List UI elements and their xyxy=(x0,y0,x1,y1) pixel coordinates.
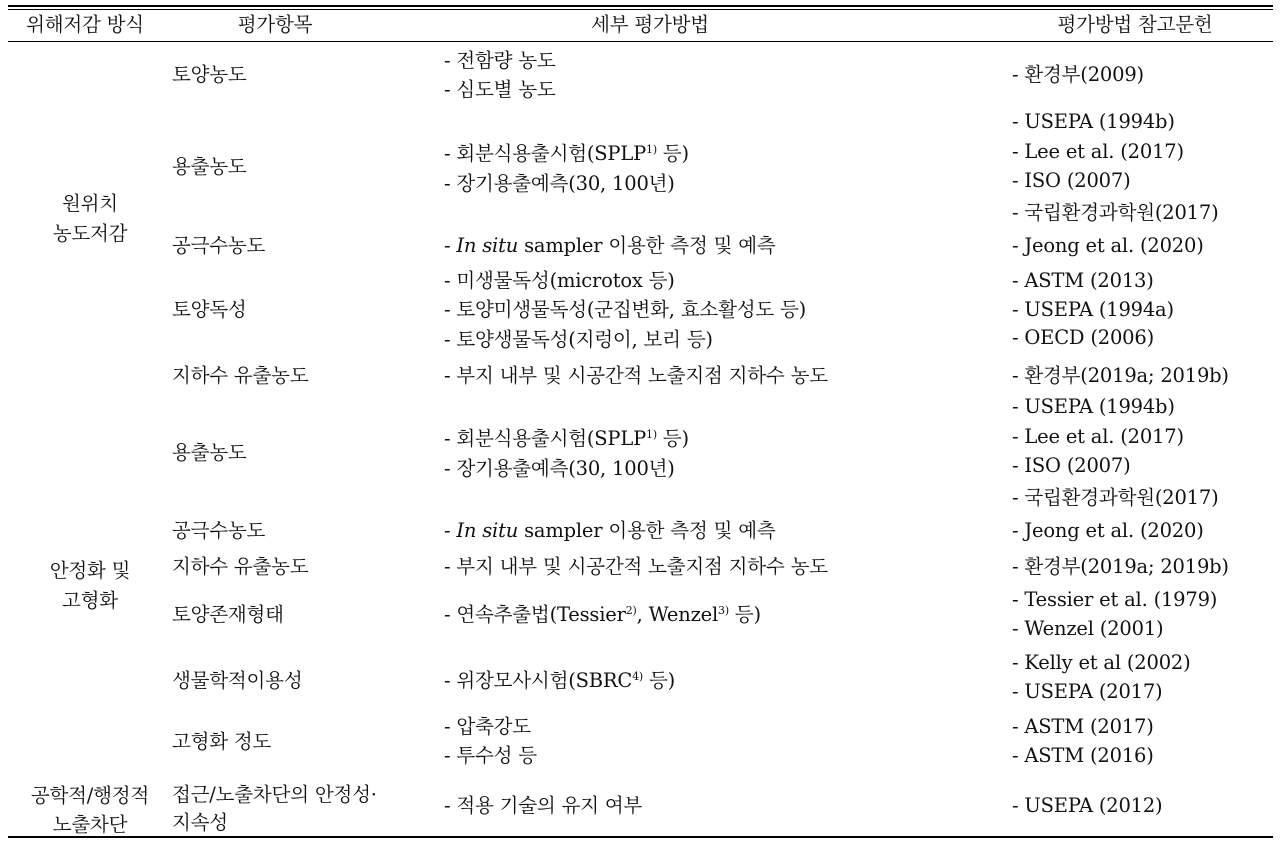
method-label: 농도저감 xyxy=(52,222,128,245)
item-label: 지하수 유출농도 xyxy=(172,364,309,387)
reference-line: - 국립환경과학원(2017) xyxy=(1012,201,1219,224)
detail-line: - 연속추출법(Tessier$^{2)}$, Wenzel$^{3)}$ 등) xyxy=(444,603,761,626)
reference-line: - 환경부(2019a; 2019b) xyxy=(1012,555,1229,578)
item-label: 토양존재형태 xyxy=(172,603,284,626)
header-method: 위해저감 방식 xyxy=(26,13,144,36)
detail-line: - 장기용출예측(30, 100년) xyxy=(444,172,675,195)
detail-line: - In situ sampler 이용한 측정 및 예측 xyxy=(444,234,776,257)
reference-line: - USEPA (1994b) xyxy=(1012,395,1175,418)
reference-line: - Tessier et al. (1979) xyxy=(1012,588,1218,611)
item-label: 지속성 xyxy=(172,811,228,834)
reference-line: - Jeong et al. (2020) xyxy=(1012,519,1204,542)
detail-line: - 회분식용출시험(SPLP$^{1)}$ 등) xyxy=(444,427,689,450)
detail-line: - 부지 내부 및 시공간적 노출지점 지하수 농도 xyxy=(444,555,828,578)
detail-line: - 전함량 농도 xyxy=(444,49,556,72)
detail-line: - 장기용출예측(30, 100년) xyxy=(444,457,675,480)
detail-line: - 토양생물독성(지렁이, 보리 등) xyxy=(444,328,713,351)
detail-line: - 심도별 농도 xyxy=(444,78,556,101)
detail-line: - 위장모사시험(SBRC$^{4)}$ 등) xyxy=(444,669,676,692)
detail-line: - 적용 기술의 유지 여부 xyxy=(444,794,643,817)
reference-line: - ASTM (2013) xyxy=(1012,269,1154,292)
reference-line: - 국립환경과학원(2017) xyxy=(1012,486,1219,509)
header-detail: 세부 평가방법 xyxy=(591,13,709,36)
reference-line: - Jeong et al. (2020) xyxy=(1012,234,1204,257)
detail-line: - 투수성 등 xyxy=(444,744,537,767)
item-label: 용출농도 xyxy=(172,155,247,178)
reference-line: - ASTM (2016) xyxy=(1012,744,1154,767)
detail-line: - In situ sampler 이용한 측정 및 예측 xyxy=(444,519,776,542)
reference-line: - Wenzel (2001) xyxy=(1012,617,1164,640)
reference-line: - OECD (2006) xyxy=(1012,326,1155,349)
reference-line: - ASTM (2017) xyxy=(1012,715,1154,738)
detail-line: - 토양미생물독성(군집변화, 효소활성도 등) xyxy=(444,298,807,321)
top-rule-thick xyxy=(8,5,1273,7)
method-label: 고형화 xyxy=(62,589,118,612)
reference-line: - ISO (2007) xyxy=(1012,169,1131,192)
method-label: 안정화 및 xyxy=(49,559,131,582)
detail-line: - 부지 내부 및 시공간적 노출지점 지하수 농도 xyxy=(444,364,828,387)
method-label: 원위치 xyxy=(62,192,118,215)
reference-line: - Kelly et al (2002) xyxy=(1012,651,1191,674)
header-reference: 평가방법 참고문헌 xyxy=(1057,13,1213,36)
item-label: 공극수농도 xyxy=(172,519,266,542)
reference-line: - USEPA (1994a) xyxy=(1012,298,1174,321)
item-label: 생물학적이용성 xyxy=(172,669,303,692)
detail-line: - 압축강도 xyxy=(444,715,531,738)
detail-line: - 미생물독성(microtox 등) xyxy=(444,269,675,292)
reference-line: - 환경부(2019a; 2019b) xyxy=(1012,364,1229,387)
method-label: 노출차단 xyxy=(52,813,128,836)
item-label: 토양독성 xyxy=(172,298,247,321)
method-label: 공학적/행정적 xyxy=(30,784,150,807)
reference-line: - Lee et al. (2017) xyxy=(1012,425,1184,448)
item-label: 접근/노출차단의 안정성· xyxy=(172,783,377,806)
reference-line: - USEPA (2017) xyxy=(1012,680,1163,703)
item-label: 고형화 정도 xyxy=(172,730,272,753)
item-label: 용출농도 xyxy=(172,441,247,464)
reference-line: - USEPA (2012) xyxy=(1012,794,1163,817)
item-label: 토양농도 xyxy=(172,63,247,86)
reference-line: - USEPA (1994b) xyxy=(1012,110,1175,133)
reference-line: - ISO (2007) xyxy=(1012,454,1131,477)
reference-line: - 환경부(2009) xyxy=(1012,63,1144,86)
header-rule xyxy=(8,41,1273,42)
detail-line: - 회분식용출시험(SPLP$^{1)}$ 등) xyxy=(444,142,689,165)
item-label: 지하수 유출농도 xyxy=(172,555,309,578)
header-item: 평가항목 xyxy=(237,13,313,36)
item-label: 공극수농도 xyxy=(172,234,266,257)
reference-line: - Lee et al. (2017) xyxy=(1012,140,1184,163)
